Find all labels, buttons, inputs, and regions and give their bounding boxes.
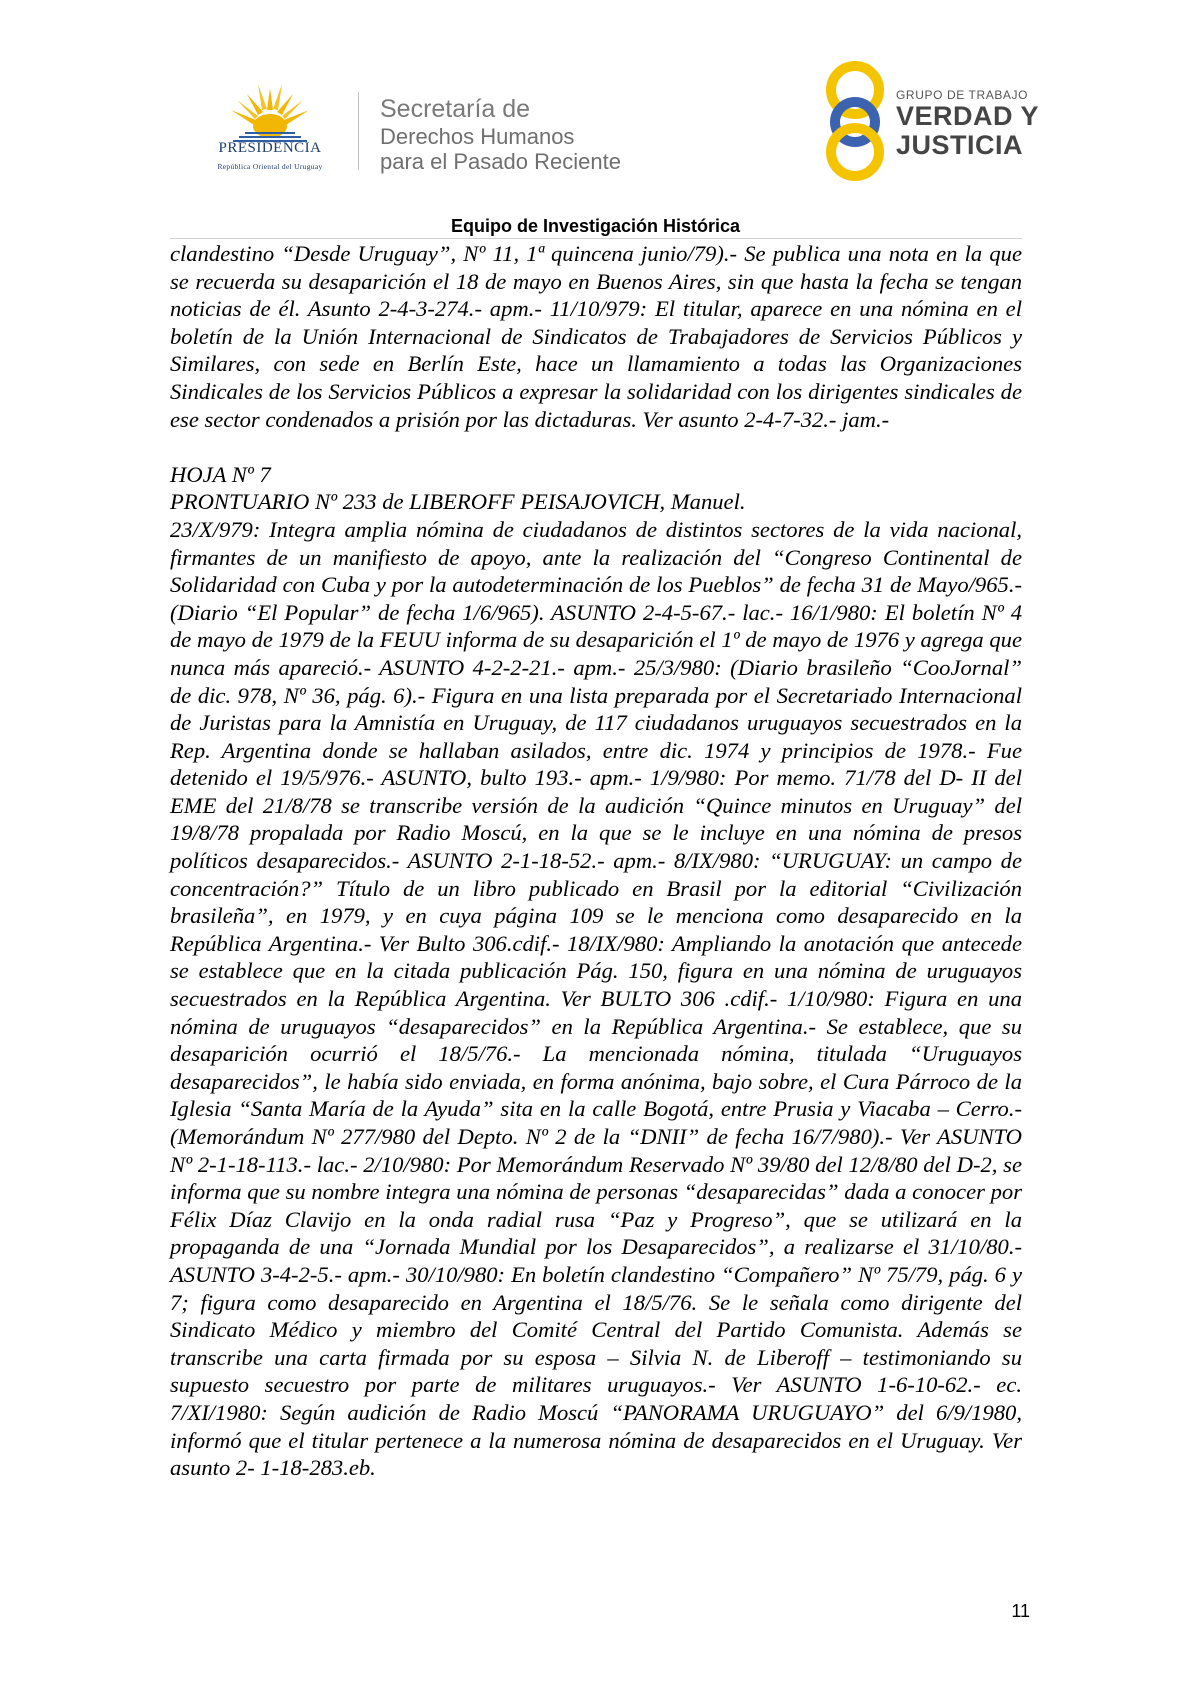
paragraph-gap	[170, 433, 1022, 461]
verdad-justicia-logo-text	[896, 88, 1039, 160]
justicia-label: JUSTICIA	[896, 130, 1024, 160]
secretaria-line-3: para el Pasado Reciente	[380, 149, 621, 174]
verdad-justicia-rings-icon	[815, 58, 895, 183]
team-title: Equipo de Investigación Histórica	[450, 216, 741, 236]
secretaria-line-1: Secretaría de	[380, 95, 531, 123]
page-header	[0, 0, 1191, 240]
secretaria-logo-text	[380, 94, 621, 174]
sun-emblem-icon	[225, 80, 315, 144]
header-rule	[170, 238, 1022, 239]
secretaria-line-2: Derechos Humanos	[380, 124, 575, 149]
prontuario-heading: PRONTUARIO Nº 233 de LIBEROFF PEISAJOVICH, Manuel.	[170, 489, 746, 515]
page-number: 11	[1011, 1601, 1030, 1621]
header-divider	[358, 92, 359, 170]
document-body	[170, 240, 1022, 1482]
continued-paragraph: clandestino “Desde Uruguay”, Nº 11, 1ª quincena junio/79).- Se publica una nota en la que se recuerda su desaparición el 18 de mayo en Buenos Aires, sin que hasta la fecha se tengan noticias de él. Asunto 2-4-3-274.- apm.- 11/10/979: El titular, aparece en una nómina en el boletín de la Unión Internacional de Sindicatos de Trabajadores de Servicios Públicos y Similares, con sede en Berlín Este, hace un llamamiento a todas las Organizaciones Sindicales de los Servicios Públicos a expresar la solidaridad con los dirigentes sindicales de ese sector condenados a prisión por las dictaduras. Ver asunto 2-4-7-32.- jam.-	[170, 241, 1022, 432]
presidencia-logo	[200, 80, 340, 180]
record-paragraph: 23/X/979: Integra amplia nómina de ciudadanos de distintos sectores de la vida nacional, firmantes de un manifiesto de apoyo, ante la realización del “Congreso Continental de Solidaridad con Cuba y por la autodeterminación de los Pueblos” de fecha 31 de Mayo/965.- (Diario “El Popular” de fecha 1/6/965). ASUNTO 2-4-5-67.- lac.- 16/1/980: El boletín Nº 4 de mayo de 1979 de la FEUU informa de su desaparición el 1º de mayo de 1976 y agrega que nunca más apareció.- ASUNTO 4-2-2-21.- apm.- 25/3/980: (Diario brasileño “CooJornal” de dic. 978, Nº 36, pág. 6).- Figura en una lista preparada por el Secretariado Internacional de Juristas para la Amnistía en Uruguay, de 117 ciudadanos uruguayos secuestrados en la Rep. Argentina donde se hallaban asilados, entre dic. 1974 y principios de 1978.- Fue detenido el 19/5/976.- ASUNTO, bulto 193.- apm.- 1/9/980: Por memo. 71/78 del D- II del EME del 21/8/78 se transcribe versión de la audición “Quince minutos en Uruguay” del 19/8/78 propalada por Radio Moscú, en la que se le incluye en una nómina de presos políticos desaparecidos.- ASUNTO 2-1-18-52.- apm.- 8/IX/980: “URUGUAY: un campo de concentración?” Título de un libro publicado en Brasil por la editorial “Civilización brasileña”, en 1979, y en cuya página 109 se le menciona como desaparecido en la República Argentina.- Ver Bulto 306.cdif.- 18/IX/980: Ampliando la anotación que antecede se establece que en la citada publicación Pág. 150, figura en una nómina de uruguayos secuestrados en la República Argentina. Ver BULTO 306 .cdif.- 1/10/980: Figura en una nómina de uruguayos “desaparecidos” en la República Argentina.- Se establece, que su desaparición ocurrió el 18/5/76.- La mencionada nómina, titulada “Uruguayos desaparecidos”, le había sido enviada, en forma anónima, bajo sobre, el Cura Párroco de la Iglesia “Santa María de la Ayuda” sita en la calle Bogotá, entre Prusia y Viacaba – Cerro.- (Memorándum Nº 277/980 del Depto. Nº 2 de la “DNII” de fecha 16/7/980).- Ver ASUNTO Nº 2-1-18-113.- lac.- 2/10/980: Por Memorándum Reservado Nº 39/80 del 12/8/80 del D-2, se informa que su nombre integra una nómina de personas “desaparecidas” dada a conocer por Félix Díaz Clavijo en la onda radial rusa “Paz y Progreso”, que se utilizará en la propaganda de una “Jornada Mundial por los Desaparecidos”, a realizarse el 31/10/80.- ASUNTO 3-4-2-5.- apm.- 30/10/980: En boletín clandestino “Compañero” Nº 75/79, pág. 6 y 7; figura como desaparecido en Argentina el 18/5/76. Se le señala como dirigente del Sindicato Médico y miembro del Comité Central del Partido Comunista. Además se transcribe una carta firmada por su esposa – Silvia N. de Liberoff – testimoniando su supuesto secuestro por parte de militares uruguayos.- Ver ASUNTO 1-6-10-62.- ec. 7/XI/1980: Según audición de Radio Moscú “PANORAMA URUGUAYO” del 6/9/1980, informó que el titular pertenece a la numerosa nómina de desaparecidos en el Uruguay. Ver asunto 2- 1-18-283.eb.	[170, 516, 1022, 1481]
presidencia-subtitle: República Oriental del Uruguay	[217, 162, 323, 171]
verdad-label: VERDAD Y	[896, 101, 1040, 131]
presidencia-wordmark: PRESIDENCIA	[218, 140, 322, 156]
grupo-de-trabajo-label: GRUPO DE TRABAJO	[896, 88, 1029, 102]
hoja-heading: HOJA Nº 7	[170, 461, 271, 487]
